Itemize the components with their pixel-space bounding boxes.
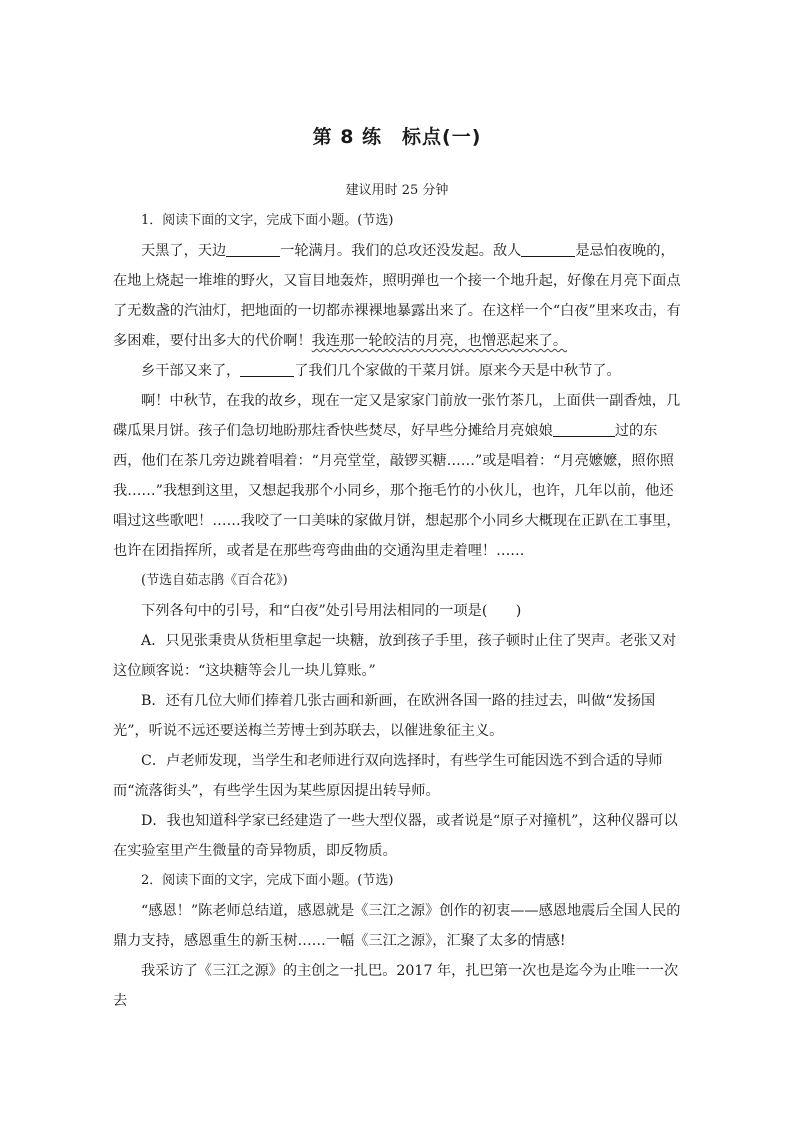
option-a[interactable]: A．只见张秉贵从货柜里拿起一块糖，放到孩子手里，孩子顿时止住了哭声。老张又对这位顾客说：“这块糖等会儿一块儿算账。” [113, 633, 677, 679]
passage-source: (节选自茹志鹃《百合花》) [141, 573, 288, 588]
question-2-heading: 2．阅读下面的文字，完成下面小题。(节选) [141, 873, 394, 888]
fill-blank[interactable] [226, 240, 280, 257]
passage-text: 乡干部又来了， [141, 363, 241, 379]
passage-text: 天黑了，天边 [141, 243, 227, 259]
passage-paragraph [113, 236, 681, 356]
passage-text: 是忌怕夜晚的，在地上烧起一堆堆的野火，又盲目地轰炸，照明弹也一个接一个地升起，好像在月亮下面点了无数盏的汽油灯，把地面的一切都赤裸裸地暴露出来了。在这样一个“白夜”里来攻击，有多困难，要付出多大的代价啊！ [113, 243, 681, 349]
passage-paragraph [113, 356, 681, 386]
passage-paragraph [113, 386, 681, 566]
passage-text: 一轮满月。我们的总攻还没发起。敌人 [280, 243, 522, 259]
page-title: 第 8 练 标点(一) [312, 126, 482, 148]
passage-text: 啊！中秋节，在我的故乡，现在一定又是家家门前放一张竹茶几，上面供一副香烛，几碟瓜果月饼。孩子们急切地盼那炷香快些焚尽，好早些分摊给月亮娘娘 [113, 393, 681, 439]
time-suggestion: 建议用时 25 分钟 [345, 183, 449, 198]
fill-blank[interactable] [521, 240, 575, 257]
option-b[interactable]: B．还有几位大师们捧着几张古画和新画，在欧洲各国一路的挂过去，叫做“发扬国光”，听说不远还要送梅兰芳博士到苏联去，以催进象征主义。 [113, 693, 656, 739]
question-1-heading: 1．阅读下面的文字，完成下面小题。(节选) [141, 213, 394, 228]
passage-paragraph: “感恩！”陈老师总结道，感恩就是《三江之源》创作的初衷——感恩地震后全国人民的鼎力支持，感恩重生的新玉树……一幅《三江之源》，汇聚了太多的情感! [113, 903, 681, 949]
passage-paragraph: 我采访了《三江之源》的主创之一扎巴。2017 年，扎巴第一次也是迄今为止唯一一次去 [113, 963, 679, 1009]
fill-blank[interactable] [240, 360, 294, 377]
wavy-underlined-sentence: 我连那一轮皎洁的月亮，也憎恶起来了。 [311, 333, 568, 349]
passage-text: 了我们几个家做的干菜月饼。原来今天是中秋节了。 [294, 363, 621, 379]
question-stem: 下列各句中的引号，和“白夜”处引号用法相同的一项是( ) [141, 603, 522, 619]
option-c[interactable]: C．卢老师发现，当学生和老师进行双向选择时，有些学生可能因选不到合适的导师而“流落街头”，有些学生因为某些原因提出转导师。 [113, 753, 663, 799]
passage-text: 过的东西，他们在茶几旁边跳着唱着：“月亮堂堂，敲锣买糖……”或是唱着：“月亮嬷嬷，照你照我……”我想到这里，又想起我那个小同乡，那个拖毛竹的小伙儿，也许，几年以前，他还唱过这些歌吧！……我咬了一口美味的家做月饼，想起那个小同乡大概现在正趴在工事里，也许在团指挥所，或者是在那些弯弯曲曲的交通沟里走着哩！…… [113, 423, 681, 559]
fill-blank[interactable] [553, 420, 615, 437]
document-body [113, 206, 681, 1016]
option-d[interactable]: D．我也知道科学家已经建造了一些大型仪器，或者说是“原子对撞机”，这种仪器可以在实验室里产生微量的奇异物质，即反物质。 [113, 813, 678, 859]
